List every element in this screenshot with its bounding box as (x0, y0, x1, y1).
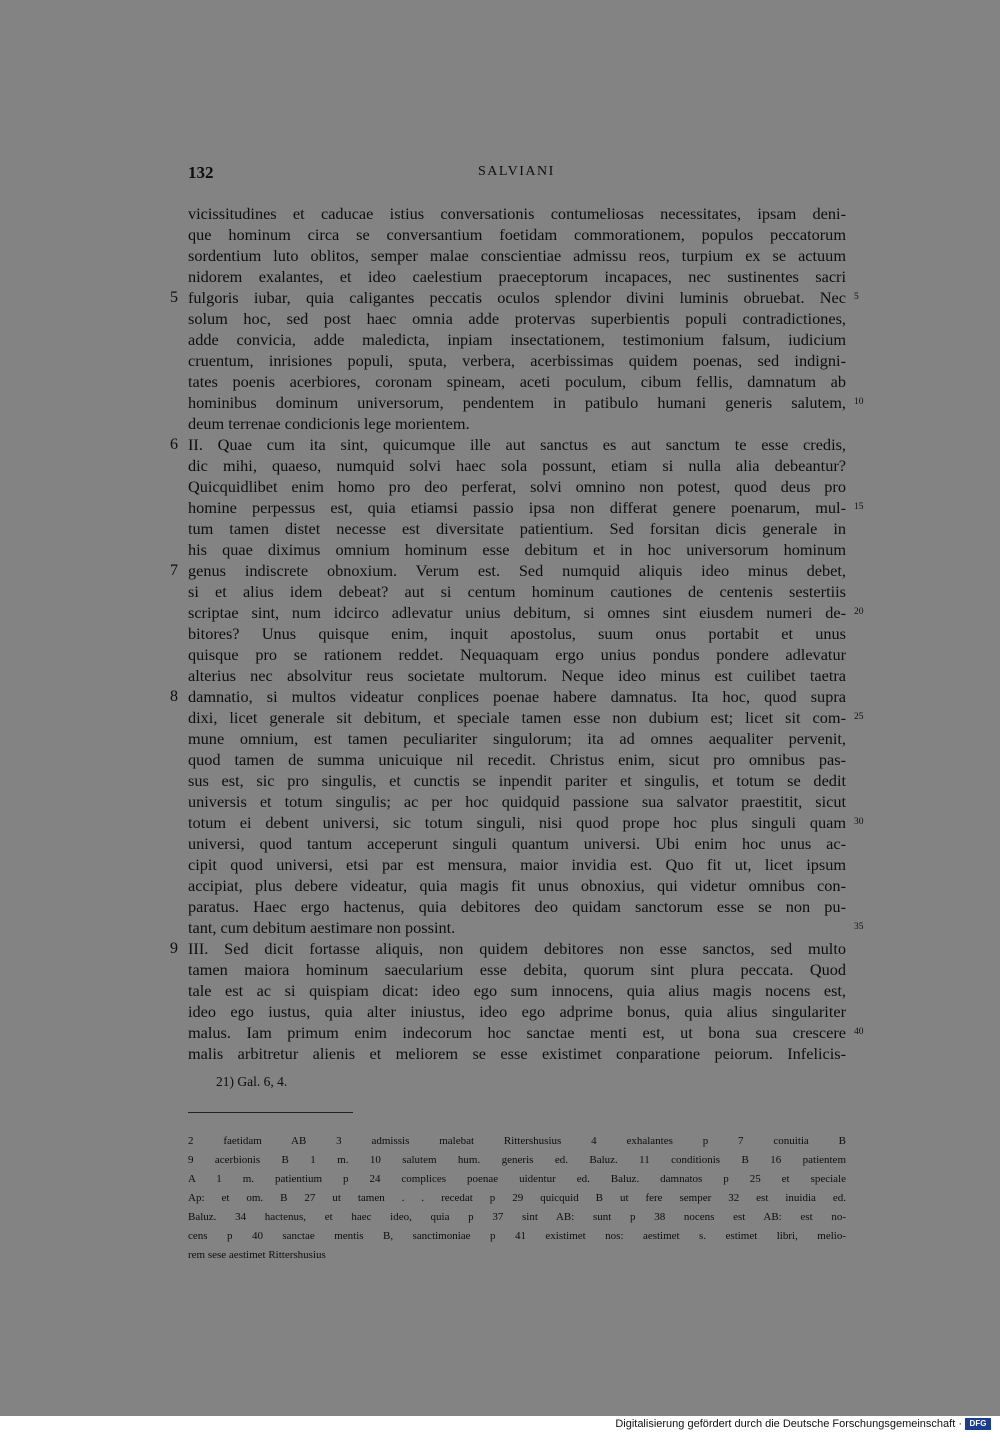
text-line: cruentum, inrisiones populi, sputa, verbera, acerbissimas quidem poenas, sed indigni- (188, 351, 846, 370)
apparatus-line: 2 faetidam AB 3 admissis malebat Rittershusius 4 exhalantes p 7 conuitia B (188, 1135, 846, 1147)
funding-notice: Digitalisierung gefördert durch die Deutsche Forschungsgemeinschaft · (615, 1418, 962, 1430)
section-number: 5 (170, 289, 178, 306)
line-number: 5 (854, 292, 859, 302)
text-line: quod tamen de summa unicuique nil recedit. Christus enim, sicut pro omnibus pas- (188, 750, 846, 769)
apparatus-line: Baluz. 34 hactenus, et haec ideo, quia p 37 sint AB: sunt p 38 nocens est AB: est no- (188, 1211, 846, 1223)
line-number: 25 (854, 712, 864, 722)
text-line: totum ei debent universi, sic totum singuli, nisi quod prope hoc plus singuli quam (188, 813, 846, 832)
line-number: 20 (854, 607, 864, 617)
text-line: malis arbitretur alienis et meliorem se esse existimet conparatione peiorum. Infelicis- (188, 1044, 846, 1063)
text-line: damnatio, si multos videatur conplices poenae habere damnatus. Ita hoc, quod supra (188, 687, 846, 706)
apparatus-line: 9 acerbionis B 1 m. 10 salutem hum. generis ed. Baluz. 11 conditionis B 16 patientem (188, 1154, 846, 1166)
text-line: bitores? Unus quisque enim, inquit apostolus, suum onus portabit et unus (188, 624, 846, 643)
text-line: tale est ac si quispiam dicat: ideo ego sum innocens, quia alius magis nocens est, (188, 981, 846, 1000)
apparatus-line: cens p 40 sanctae mentis B, sanctimoniae p 41 existimet nos: aestimet s. estimet libri, melio- (188, 1230, 846, 1242)
apparatus-line: Ap: et om. B 27 ut tamen . . recedat p 29 quicquid B ut fere semper 32 est inuidia ed. (188, 1192, 846, 1204)
text-line: his quae diximus omnium hominum esse debitum et in hoc universorum hominum (188, 540, 846, 559)
text-line: scriptae sint, num idcirco adlevatur unius debitum, si omnes sint eiusdem numeri de- (188, 603, 846, 622)
running-head: SALVIANI (478, 164, 555, 179)
text-line: deum terrenae condicionis lege morientem. (188, 414, 470, 433)
section-number: 7 (170, 562, 178, 579)
text-line: II. Quae cum ita sint, quicumque ille aut sanctus es aut sanctum te esse credis, (188, 435, 846, 454)
dfg-logo-icon: DFG (965, 1418, 991, 1430)
text-line: tates poenis acerbiores, coronam spineam, aceti poculum, cibum fellis, damnatum ab (188, 372, 846, 391)
text-line: dixi, licet generale sit debitum, et speciale tamen esse non dubium est; licet sit com- (188, 708, 846, 727)
text-line: genus indiscrete obnoxium. Verum est. Sed numquid aliquis ideo minus debet, (188, 561, 846, 580)
text-line: homine perpessus est, quia etiamsi passio ipsa non differat genere poenarum, mul- (188, 498, 846, 517)
line-number: 15 (854, 502, 864, 512)
apparatus-line: A 1 m. patientium p 24 complices poenae uidentur ed. Baluz. damnatos p 25 et speciale (188, 1173, 846, 1185)
text-line: vicissitudines et caducae istius conversationis contumeliosas necessitates, ipsam deni- (188, 204, 846, 223)
text-line: si et alius idem debeat? aut si centum hominum cautiones de centenis sestertiis (188, 582, 846, 601)
line-number: 30 (854, 817, 864, 827)
text-line: alterius nec absolvitur reus societate multorum. Neque ideo minus est cuilibet taetra (188, 666, 846, 685)
text-line: tant, cum debitum aestimare non possint. (188, 918, 456, 937)
section-number: 6 (170, 436, 178, 453)
text-line: sus est, sic pro singulis, et cunctis se inpendit pariter et singulis, et totum se dedit (188, 771, 846, 790)
text-line: universis et totum singulis; ac per hoc quidquid passione sua salvator praestitit, sicut (188, 792, 846, 811)
text-line: sordentium luto oblitos, semper malae conscientiae admissu reos, turpium ex se actuum (188, 246, 846, 265)
text-line: mune omnium, est tamen peculiariter singulorum; ita ad omnes aequaliter pervenit, (188, 729, 846, 748)
text-line: ideo ego iustus, quia alter iniustus, ideo ego adprime bonus, quia alius singulariter (188, 1002, 846, 1021)
text-line: adde convicia, adde maledicta, inpiam insectationem, testimonium falsum, iudicium (188, 330, 846, 349)
text-line: accipiat, plus debere videatur, quia magis fit unus obnoxius, qui videtur omnibus con- (188, 876, 846, 895)
text-line: cipit quod universi, etsi par est mensura, maior invidia est. Quo fit ut, licet ipsum (188, 855, 846, 874)
text-line: III. Sed dicit fortasse aliquis, non quidem debitores non esse sanctos, sed multo (188, 939, 846, 958)
text-line: malus. Iam primum enim indecorum hoc sanctae menti est, ut bona sua crescere (188, 1023, 846, 1042)
text-line: solum hoc, sed post haec omnia adde protervas superbientis populi contradictiones, (188, 309, 846, 328)
text-line: hominibus dominum universorum, pendentem in patibulo humani generis salutem, (188, 393, 846, 412)
text-line: fulgoris iubar, quia caligantes peccatis oculos splendor divini luminis obruebat. Nec (188, 288, 846, 307)
text-line: quisque pro se rationem reddet. Nequaquam ergo unius pondus pondere adlevatur (188, 645, 846, 664)
text-line: Quicquidlibet enim homo pro deo perferat, solvi omnino non potest, quod deus pro (188, 477, 846, 496)
footnote-rule (188, 1112, 353, 1113)
apparatus-line: rem sese aestimet Rittershusius (188, 1249, 326, 1261)
text-line: que hominum circa se conversantium foetidam commorationem, populos peccatorum (188, 225, 846, 244)
text-line: dic mihi, quaeso, numquid solvi haec sola possunt, etiam si nulla alia debeantur? (188, 456, 846, 475)
section-number: 9 (170, 940, 178, 957)
page-number: 132 (188, 163, 214, 182)
line-number: 10 (854, 397, 864, 407)
text-line: nidorem exalantes, et ideo caelestium praeceptorum incapaces, nec sustinentes sacri (188, 267, 846, 286)
footnote: 21) Gal. 6, 4. (216, 1074, 288, 1089)
line-number: 40 (854, 1027, 864, 1037)
text-line: tamen maiora hominum saecularium esse debita, quorum sint plura peccata. Quod (188, 960, 846, 979)
text-line: universi, quod tantum acceperunt singuli quantum universi. Ubi enim hoc unus ac- (188, 834, 846, 853)
line-number: 35 (854, 922, 864, 932)
text-line: tum tamen distet necesse est diversitate patientium. Sed forsitan dicis generale in (188, 519, 846, 538)
text-line: paratus. Haec ergo hactenus, quia debitores deo quidam sanctorum esse se non pu- (188, 897, 846, 916)
section-number: 8 (170, 688, 178, 705)
